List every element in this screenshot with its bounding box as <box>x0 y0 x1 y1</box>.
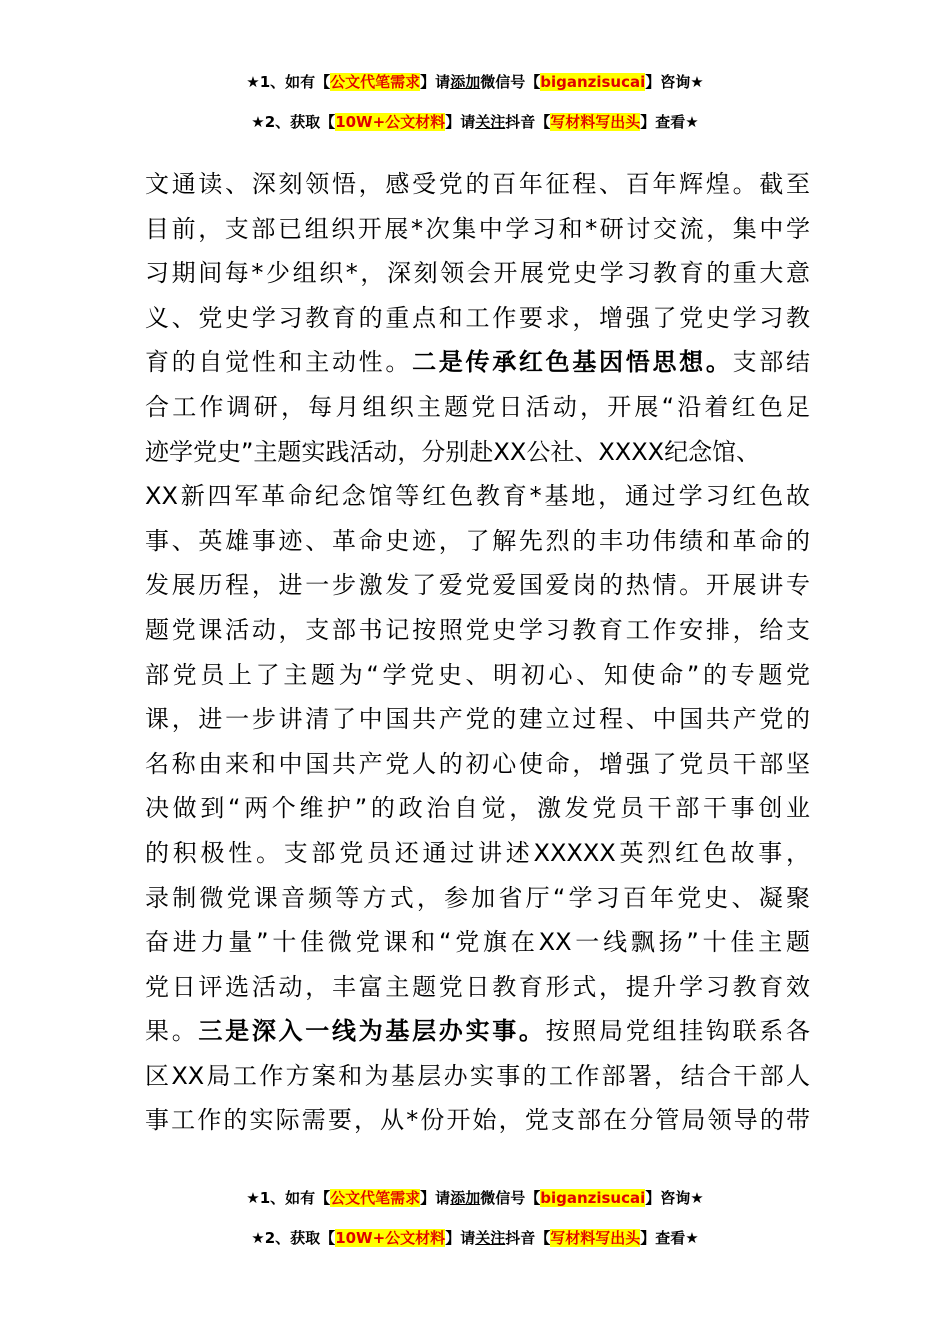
banner-text: 】请 <box>445 113 476 131</box>
banner-highlight: 公文代笔需求 <box>330 73 421 91</box>
banner-highlight: biganzisucai <box>540 73 646 91</box>
banner-text: ★1、如有【 <box>246 1189 331 1207</box>
banner-text: 】咨询★ <box>645 73 704 91</box>
body-line: 迹学党史”主题实践活动，分别赴XX公社、XXXX纪念馆、 <box>145 437 761 466</box>
body-line <box>145 340 810 385</box>
body-line: 义、党史学习教育的重点和工作要求，增强了党史学习教 <box>145 303 810 332</box>
banner-underlined: 关注 <box>475 113 506 131</box>
banner-text: 】查看★ <box>640 113 699 131</box>
body-line: 目前，支部已组织开展*次集中学习和*研讨交流，集中学 <box>145 214 810 243</box>
banner-text: 抖音【 <box>505 113 551 131</box>
body-line: 题党课活动，支部书记按照党史学习教育工作安排，给支 <box>145 615 810 644</box>
body-line: 事工作的实际需要，从*份开始，党支部在分管局领导的带 <box>145 1106 810 1135</box>
body-bold-heading: 二是传承红色基因悟思想。 <box>412 348 733 377</box>
banner-text: 微信号【 <box>480 73 541 91</box>
body-text: 按照局党组挂钩联系各 <box>545 1017 811 1046</box>
body-line: 录制微党课音频等方式，参加省厅“学习百年党史、凝聚 <box>145 883 810 912</box>
body-line: 事、英雄事迹、革命史迹，了解先烈的丰功伟绩和革命的 <box>145 526 810 555</box>
document-body <box>145 162 810 1143</box>
banner-underlined: 关注 <box>475 1229 506 1247</box>
body-line: 的积极性。支部党员还通过讲述XXXXX英烈红色故事， <box>145 838 810 867</box>
body-line: 部党员上了主题为“学党史、明初心、知使命”的专题党 <box>145 660 810 689</box>
banner-text: 】请 <box>445 1229 476 1247</box>
body-line: 决做到“两个维护”的政治自觉，激发党员干部干事创业 <box>145 794 810 823</box>
banner-highlight: 10W+公文材料 <box>335 113 446 131</box>
banner-highlight: 公文代笔需求 <box>330 1189 421 1207</box>
banner-highlight: 写材料写出头 <box>550 1229 641 1247</box>
body-line: 课，进一步讲清了中国共产党的建立过程、中国共产党的 <box>145 705 810 734</box>
banner-text: 抖音【 <box>505 1229 551 1247</box>
body-bold-heading: 三是深入一线为基层办实事。 <box>198 1017 546 1046</box>
banner-text: 】请 <box>420 73 451 91</box>
header-banner-line-1 <box>0 71 950 93</box>
banner-text: 微信号【 <box>480 1189 541 1207</box>
body-line: XX新四军革命纪念馆等红色教育*基地，通过学习红色故 <box>145 482 810 511</box>
body-line: 区XX局工作方案和为基层办实事的工作部署，结合干部人 <box>145 1061 810 1090</box>
banner-underlined: 添加 <box>450 73 481 91</box>
banner-highlight: 10W+公文材料 <box>335 1229 446 1247</box>
body-line: 名称由来和中国共产党人的初心使命，增强了党员干部坚 <box>145 749 810 778</box>
footer-banner-line-2 <box>0 1227 950 1249</box>
banner-text: 】查看★ <box>640 1229 699 1247</box>
banner-highlight: 写材料写出头 <box>550 113 641 131</box>
body-line: 党日评选活动，丰富主题党日教育形式，提升学习教育效 <box>145 972 810 1001</box>
body-text: 果。 <box>145 1017 199 1046</box>
footer-banner-line-1 <box>0 1187 950 1209</box>
body-line: 合工作调研，每月组织主题党日活动，开展“沿着红色足 <box>145 392 810 421</box>
body-text: 支部结 <box>732 348 811 377</box>
banner-text: 】请 <box>420 1189 451 1207</box>
banner-underlined: 添加 <box>450 1189 481 1207</box>
banner-text: ★1、如有【 <box>246 73 331 91</box>
banner-text: ★2、获取【 <box>251 113 336 131</box>
banner-text: 】咨询★ <box>645 1189 704 1207</box>
body-line: 发展历程，进一步激发了爱党爱国爱岗的热情。开展讲专 <box>145 571 810 600</box>
banner-highlight: biganzisucai <box>540 1189 646 1207</box>
body-line: 文通读、深刻领悟，感受党的百年征程、百年辉煌。截至 <box>145 170 810 198</box>
header-banner-line-2 <box>0 111 950 133</box>
body-text: 育的自觉性和主动性。 <box>145 348 413 377</box>
body-line: 习期间每*少组织*，深刻领会开展党史学习教育的重大意 <box>145 259 810 288</box>
body-line: 奋进力量”十佳微党课和“党旗在XX一线飘扬”十佳主题 <box>145 928 810 957</box>
banner-text: ★2、获取【 <box>251 1229 336 1247</box>
body-line <box>145 1009 810 1054</box>
